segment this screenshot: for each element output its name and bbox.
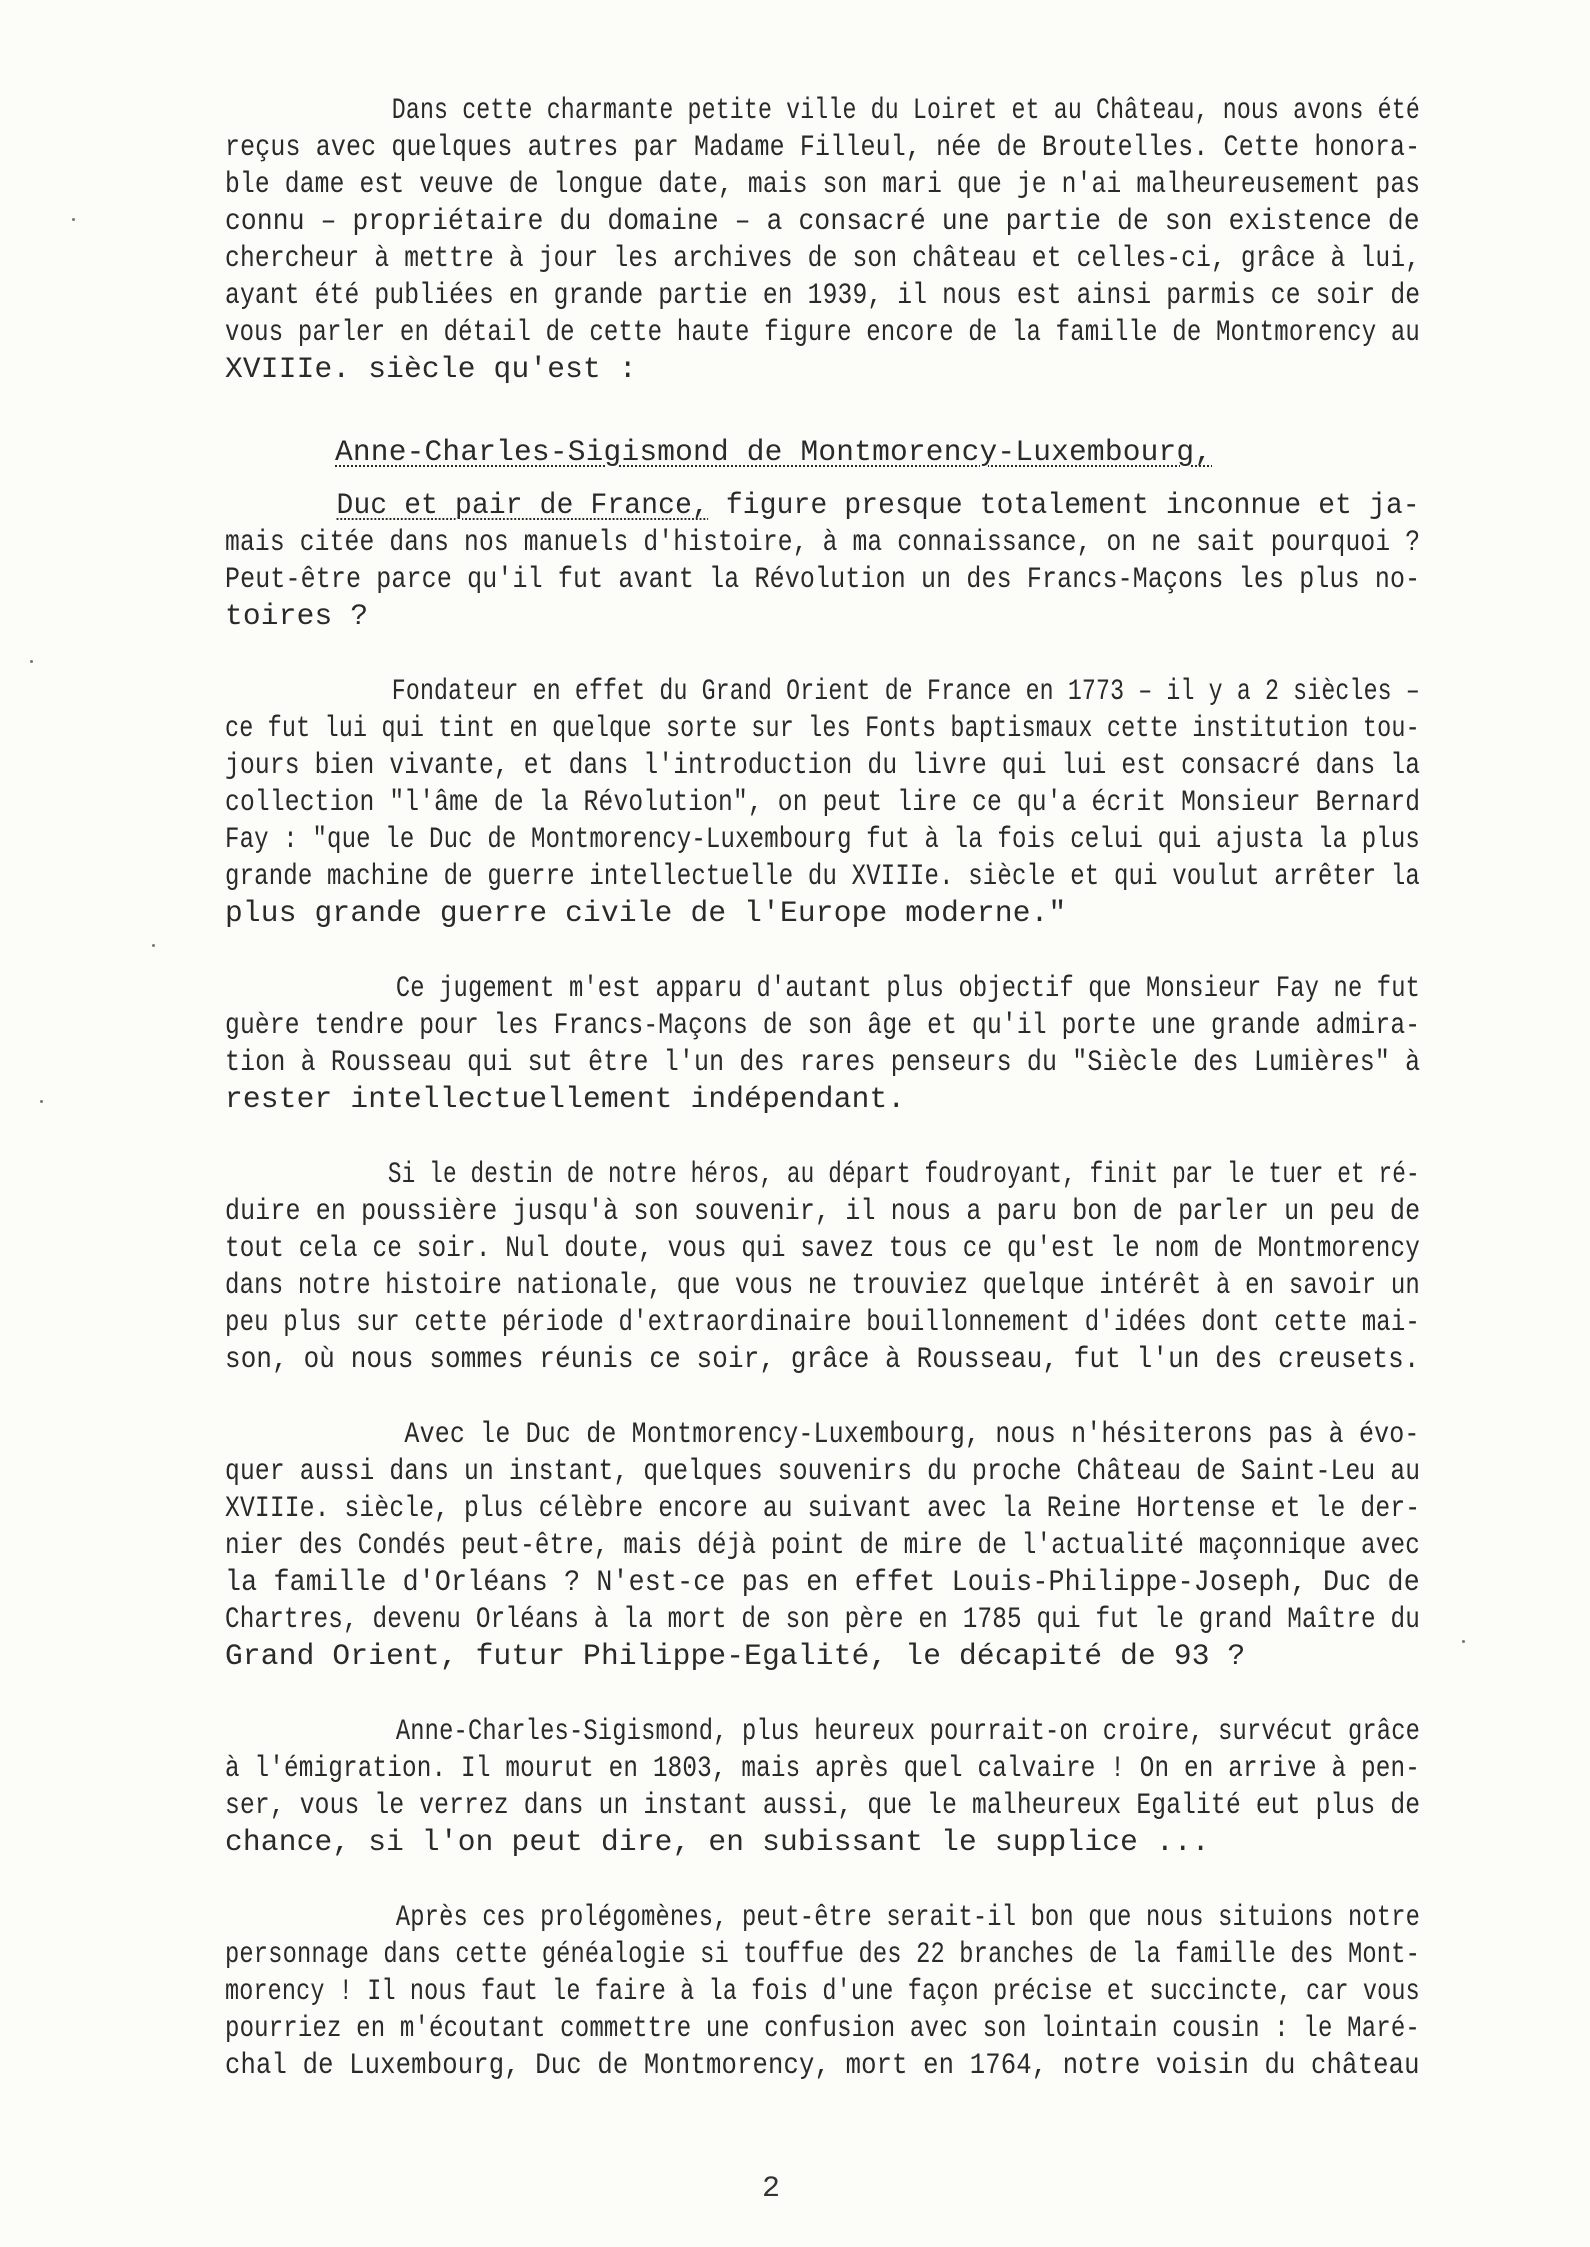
text-line: Chartres, devenu Orléans à la mort de son père en 1785 qui fut le grand Maître du — [225, 1602, 1421, 1636]
text-line: grande machine de guerre intellectuelle du XVIIIe. siècle et qui voulut arrêter la — [225, 859, 1420, 893]
paragraph — [225, 970, 1420, 1118]
text-line: tout cela ce soir. Nul doute, vous qui savez tous ce qu'est le nom de Montmorency — [225, 1231, 1421, 1265]
text-line: XVIIIe. siècle, plus célèbre encore au suivant avec la Reine Hortense et le der- — [225, 1491, 1421, 1525]
paragraph — [225, 487, 1420, 635]
subject-title: Duc et pair de France, — [336, 488, 709, 522]
text-line: reçus avec quelques autres par Madame Filleul, née de Broutelles. Cette honora- — [225, 130, 1421, 164]
text-line: vous parler en détail de cette haute figure encore de la famille de Montmorency au — [225, 315, 1420, 349]
text-line: Avec le Duc de Montmorency-Luxembourg, nous n'hésiterons pas à évo- — [404, 1417, 1420, 1451]
text-line: Grand Orient, futur Philippe-Egalité, le décapité de 93 ? — [225, 1639, 1246, 1673]
text-line: Anne-Charles-Sigismond, plus heureux pourrait-on croire, survécut grâce — [395, 1714, 1421, 1748]
text-line — [225, 487, 1420, 524]
text-line: morency ! Il nous faut le faire à la fois d'une façon précise et succincte, car vous — [225, 1974, 1420, 2008]
subject-heading — [225, 434, 1420, 471]
text-line: chance, si l'on peut dire, en subissant le supplice ... — [225, 1825, 1210, 1859]
text-line: rester intellectuellement indépendant. — [225, 1082, 906, 1116]
text-line: pourriez en m'écoutant commettre une confusion avec son lointain cousin : le Maré- — [225, 2011, 1420, 2045]
text-line: toires ? — [225, 599, 369, 633]
text-line: chercheur à mettre à jour les archives de son château et celles-ci, grâce à lui, — [225, 241, 1421, 275]
text-line: jours bien vivante, et dans l'introduction du livre qui lui est consacré dans la — [225, 748, 1421, 782]
text-line: Après ces prolégomènes, peut-être serait-il bon que nous situions notre — [395, 1900, 1421, 1934]
text-line: à l'émigration. Il mourut en 1803, mais après quel calvaire ! On en arrive à pen- — [225, 1751, 1421, 1785]
text-line: Dans cette charmante petite ville du Loiret et au Château, nous avons été — [391, 93, 1420, 127]
scan-speck — [1462, 1640, 1465, 1643]
text-line: la famille d'Orléans ? N'est-ce pas en effet Louis-Philippe-Joseph, Duc de — [225, 1565, 1420, 1599]
text-line: ble dame est veuve de longue date, mais son mari que je n'ai malheureusement pas — [225, 167, 1421, 201]
paragraph — [225, 92, 1420, 388]
scan-speck — [30, 660, 33, 663]
text-fragment: figure presque totalement inconnue et ja- — [708, 488, 1420, 522]
text-line: plus grande guerre civile de l'Europe moderne." — [225, 896, 1067, 930]
text-line: ce fut lui qui tint en quelque sorte sur les Fonts baptismaux cette institution tou- — [225, 711, 1420, 745]
paragraph — [225, 1713, 1420, 1861]
paragraph — [225, 1899, 1420, 2084]
text-line: ser, vous le verrez dans un instant aussi, que le malheureux Egalité eut plus de — [225, 1788, 1421, 1822]
text-line: duire en poussière jusqu'à son souvenir, il nous a paru bon de parler un peu de — [225, 1194, 1421, 1228]
paragraph — [225, 673, 1420, 932]
text-line: dans notre histoire nationale, que vous ne trouviez quelque intérêt à en savoir un — [225, 1268, 1420, 1302]
text-line: quer aussi dans un instant, quelques souvenirs du proche Château de Saint-Leu au — [225, 1454, 1421, 1488]
text-line: nier des Condés peut-être, mais déjà point de mire de l'actualité maçonnique avec — [225, 1528, 1421, 1562]
text-line: collection "l'âme de la Révolution", on peut lire ce qu'a écrit Monsieur Bernard — [225, 785, 1421, 819]
text-line: chal de Luxembourg, Duc de Montmorency, mort en 1764, notre voisin du château — [225, 2048, 1420, 2082]
scan-speck — [152, 944, 155, 947]
text-line: personnage dans cette généalogie si touffue des 22 branches de la famille des Mont- — [225, 1937, 1421, 1971]
text-line: son, où nous sommes réunis ce soir, grâce à Rousseau, fut l'un des creusets. — [225, 1342, 1420, 1376]
text-line: Ce jugement m'est apparu d'autant plus objectif que Monsieur Fay ne fut — [395, 971, 1421, 1005]
text-line: ayant été publiées en grande partie en 1939, il nous est ainsi parmis ce soir de — [225, 278, 1421, 312]
scan-speck — [72, 218, 75, 221]
text-line: XVIIIe. siècle qu'est : — [225, 352, 637, 386]
paragraph — [225, 1156, 1420, 1378]
text-line: peu plus sur cette période d'extraordinaire bouillonnement d'idées dont cette mai- — [225, 1305, 1420, 1339]
text-line: Fay : "que le Duc de Montmorency-Luxembourg fut à la fois celui qui ajusta la plus — [225, 822, 1420, 856]
text-line: Si le destin de notre héros, au départ foudroyant, finit par le tuer et ré- — [387, 1157, 1420, 1191]
text-line: tion à Rousseau qui sut être l'un des rares penseurs du "Siècle des Lumières" à — [225, 1045, 1421, 1079]
text-line: Peut-être parce qu'il fut avant la Révolution un des Francs-Maçons les plus no- — [225, 562, 1421, 596]
text-line: mais citée dans nos manuels d'histoire, à ma connaissance, on ne sait pourquoi ? — [225, 525, 1421, 559]
text-line: Fondateur en effet du Grand Orient de France en 1773 – il y a 2 siècles – — [391, 674, 1420, 708]
subject-name: Anne-Charles-Sigismond de Montmorency-Luxembourg, — [335, 435, 1213, 469]
scan-speck — [40, 1100, 43, 1103]
page-number: 2 — [762, 2172, 781, 2206]
document-body — [225, 92, 1420, 2084]
text-line: connu – propriétaire du domaine – a consacré une partie de son existence de — [225, 204, 1420, 238]
text-line: guère tendre pour les Francs-Maçons de son âge et qu'il porte une grande admira- — [225, 1008, 1421, 1042]
paragraph — [225, 1416, 1420, 1675]
